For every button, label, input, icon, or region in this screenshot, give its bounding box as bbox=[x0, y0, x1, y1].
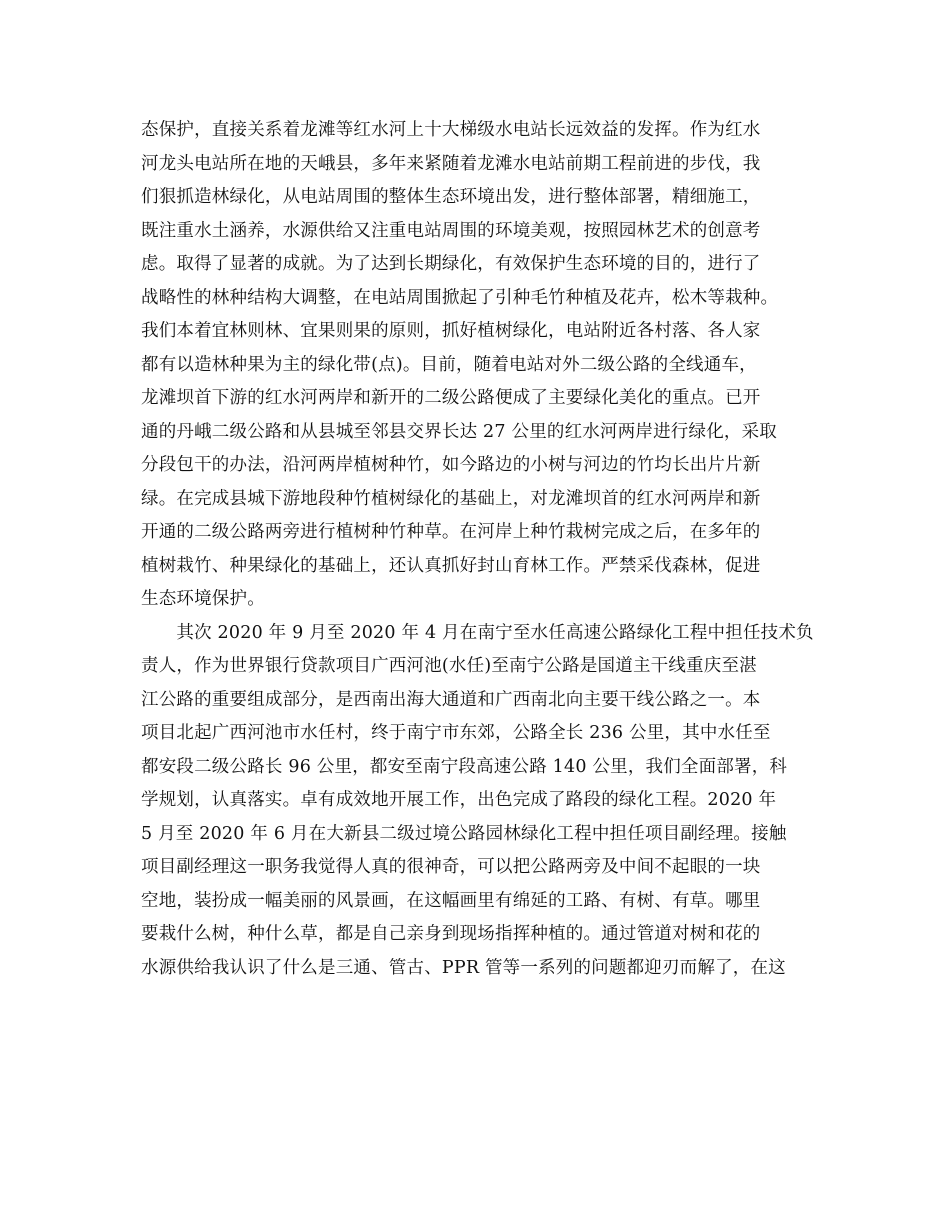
text-line: 河龙头电站所在地的天峨县，多年来紧随着龙滩水电站前期工程前进的步伐，我 bbox=[141, 153, 761, 174]
text-line: 们狠抓造林绿化，从电站周围的整体生态环境出发，进行整体部署，精细施工， bbox=[141, 187, 761, 207]
text-line: 开通的二级公路两旁进行植树种竹种草。在河岸上种竹栽树完成之后，在多年的 bbox=[141, 522, 761, 542]
text-line: 项目副经理这一职务我觉得人真的很神奇，可以把公路两旁及中间不起眼的一块 bbox=[141, 857, 761, 877]
text-line: 水源供给我认识了什么是三通、管古、PPR 管等一系列的问题都迎刃而解了，在这 bbox=[141, 957, 786, 978]
text-line: 我们本着宜林则林、宜果则果的原则，抓好植树绿化，电站附近各村落、各人家 bbox=[141, 321, 761, 341]
text-line: 学规划，认真落实。卓有成效地开展工作，出色完成了路段的绿化工程。2020 年 bbox=[141, 790, 777, 810]
text-line: 虑。取得了显著的成就。为了达到长期绿化，有效保护生态环境的目的，进行了 bbox=[141, 254, 761, 274]
text-line: 绿。在完成县城下游地段种竹植树绿化的基础上，对龙滩坝首的红水河两岸和新 bbox=[141, 488, 761, 509]
text-line: 龙滩坝首下游的红水河两岸和新开的二级公路便成了主要绿化美化的重点。已开 bbox=[141, 388, 761, 408]
text-line: 都有以造林种果为主的绿化带(点)。目前，随着电站对外二级公路的全线通车， bbox=[141, 354, 757, 375]
text-line: 通的丹峨二级公路和从县城至邻县交界长达 27 公里的红水河两岸进行绿化，采取 bbox=[141, 421, 777, 442]
text-line: 江公路的重要组成部分，是西南出海大通道和广西南北向主要干线公路之一。本 bbox=[141, 689, 761, 710]
text-line: 都安段二级公路长 96 公里，都安至南宁段高速公路 140 公里，我们全面部署，科 bbox=[141, 756, 788, 777]
text-line: 分段包干的办法，沿河两岸植树种竹，如今路边的小树与河边的竹均长出片片新 bbox=[141, 455, 761, 475]
text-line: 其次 2020 年 9 月至 2020 年 4 月在南宁至水任高速公路绿化工程中担任技术负 bbox=[141, 622, 814, 643]
text-line: 项目北起广西河池市水任村，终于南宁市东郊，公路全长 236 公里，其中水任至 bbox=[141, 723, 771, 743]
text-line: 战略性的林种结构大调整，在电站周围掀起了引种毛竹种植及花卉，松木等栽种。 bbox=[141, 287, 779, 308]
text-line: 空地，装扮成一幅美丽的风景画，在这幅画里有绵延的工路、有树、有草。哪里 bbox=[141, 890, 761, 911]
text-line: 植树栽竹、种果绿化的基础上，还认真抓好封山育林工作。严禁采伐森林，促进 bbox=[141, 555, 761, 576]
text-line: 态保护，直接关系着龙滩等红水河上十大梯级水电站长远效益的发挥。作为红水 bbox=[141, 120, 761, 140]
text-line: 责人，作为世界银行贷款项目广西河池(水任)至南宁公路是国道主干线重庆至湛 bbox=[141, 656, 757, 676]
document-body bbox=[141, 114, 814, 985]
text-line: 既注重水土涵养，水源供给又注重电站周围的环境美观，按照园林艺术的创意考 bbox=[141, 220, 761, 241]
text-line: 5 月至 2020 年 6 月在大新县二级过境公路园林绿化工程中担任项目副经理。接触 bbox=[141, 823, 787, 844]
text-line: 要栽什么树，种什么草，都是自己亲身到现场指挥种植的。通过管道对树和花的 bbox=[141, 924, 761, 944]
text-line: 生态环境保护。 bbox=[141, 589, 265, 609]
